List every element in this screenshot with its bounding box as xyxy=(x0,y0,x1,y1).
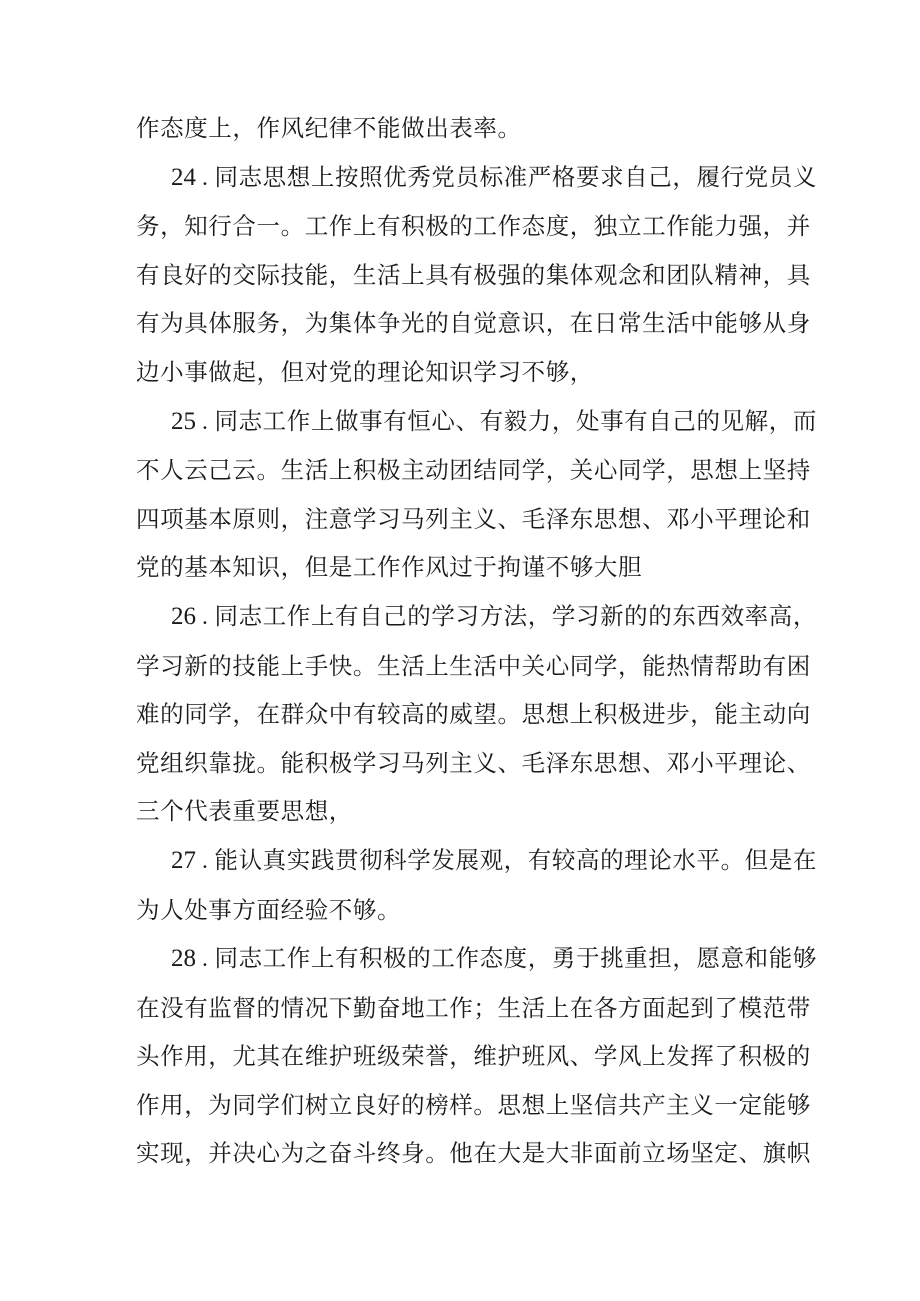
paragraph-item-28 xyxy=(136,934,817,1178)
line-text: 实现，并决心为之奋斗终身。他在大是大非面前立场坚定、旗帜 xyxy=(136,1139,811,1168)
line-text: 党的基本知识，但是工作作风过于拘谨不够大胆 xyxy=(136,553,643,582)
line-text: 党组织靠拢。能积极学习马列主义、毛泽东思想、邓小平理论、 xyxy=(136,748,811,777)
line-text: 三个代表重要思想， xyxy=(136,797,353,826)
text-line xyxy=(136,592,817,642)
document-body xyxy=(136,104,817,1178)
text-line xyxy=(136,495,811,544)
line-text: 务，知行合一。工作上有积极的工作态度，独立工作能力强，并 xyxy=(136,212,811,241)
text-line xyxy=(136,1081,811,1130)
paragraph-continuation xyxy=(136,104,792,153)
text-line xyxy=(136,251,811,300)
line-text: 同志工作上有积极的工作态度，勇于挑重担，愿意和能够 xyxy=(214,944,817,973)
line-text: 四项基本原则，注意学习马列主义、毛泽东思想、邓小平理论和 xyxy=(136,504,811,533)
paragraph-number: 28 xyxy=(171,945,196,973)
text-line xyxy=(136,984,811,1033)
text-line xyxy=(136,836,817,886)
text-line xyxy=(136,446,811,495)
line-text: 有良好的交际技能，生活上具有极强的集体观念和团队精神，具 xyxy=(136,260,811,289)
number-dot: . xyxy=(202,946,209,973)
text-line xyxy=(136,299,811,348)
line-text: 不人云己云。生活上积极主动团结同学，关心同学，思想上坚持 xyxy=(136,456,811,485)
paragraph-item-25 xyxy=(136,397,817,592)
line-text: 头作用，尤其在维护班级荣誉，维护班风、学风上发挥了积极的 xyxy=(136,1042,811,1071)
line-text: 在没有监督的情况下勤奋地工作；生活上在各方面起到了模范带 xyxy=(136,993,811,1022)
line-text: 能认真实践贯彻科学发展观，有较高的理论水平。但是在 xyxy=(214,845,817,874)
paragraph-item-27 xyxy=(136,836,817,934)
text-line xyxy=(136,543,792,592)
line-text: 为人处事方面经验不够。 xyxy=(136,895,402,924)
paragraph-item-26 xyxy=(136,592,817,836)
paragraph-item-24 xyxy=(136,153,817,397)
text-line xyxy=(136,1032,811,1081)
number-dot: . xyxy=(202,164,209,191)
paragraph-number: 27 xyxy=(171,846,196,874)
text-line xyxy=(136,348,792,397)
number-dot: . xyxy=(202,408,209,435)
line-text: 作用，为同学们树立良好的榜样。思想上坚信共产主义一定能够 xyxy=(136,1090,811,1119)
paragraph-number: 26 xyxy=(171,602,196,630)
line-text: 作态度上，作风纪律不能做出表率。 xyxy=(136,114,522,142)
line-text: 学习新的技能上手快。生活上生活中关心同学，能热情帮助有困 xyxy=(136,651,811,680)
line-text: 边小事做起，但对党的理论知识学习不够， xyxy=(136,357,594,386)
line-text: 有为具体服务，为集体争光的自觉意识，在日常生活中能够从身 xyxy=(136,309,811,338)
text-line xyxy=(136,787,792,836)
text-line xyxy=(136,739,811,788)
line-text: 同志工作上有自己的学习方法，学习新的的东西效率高， xyxy=(214,601,817,630)
paragraph-number: 25 xyxy=(171,407,196,435)
number-dot: . xyxy=(202,847,209,874)
line-text: 难的同学，在群众中有较高的威望。思想上积极进步，能主动向 xyxy=(136,700,811,729)
text-line xyxy=(136,104,792,153)
text-line xyxy=(136,202,811,251)
text-line xyxy=(136,690,811,739)
paragraph-number: 24 xyxy=(171,163,196,191)
text-line xyxy=(136,153,817,203)
line-text: 同志思想上按照优秀党员标准严格要求自己，履行党员义 xyxy=(214,162,817,191)
number-dot: . xyxy=(202,603,209,630)
text-line xyxy=(136,934,817,984)
text-line xyxy=(136,397,817,447)
text-line xyxy=(136,1129,811,1178)
text-line xyxy=(136,642,811,691)
line-text: 同志工作上做事有恒心、有毅力，处事有自己的见解，而 xyxy=(214,406,817,435)
text-line xyxy=(136,886,792,935)
